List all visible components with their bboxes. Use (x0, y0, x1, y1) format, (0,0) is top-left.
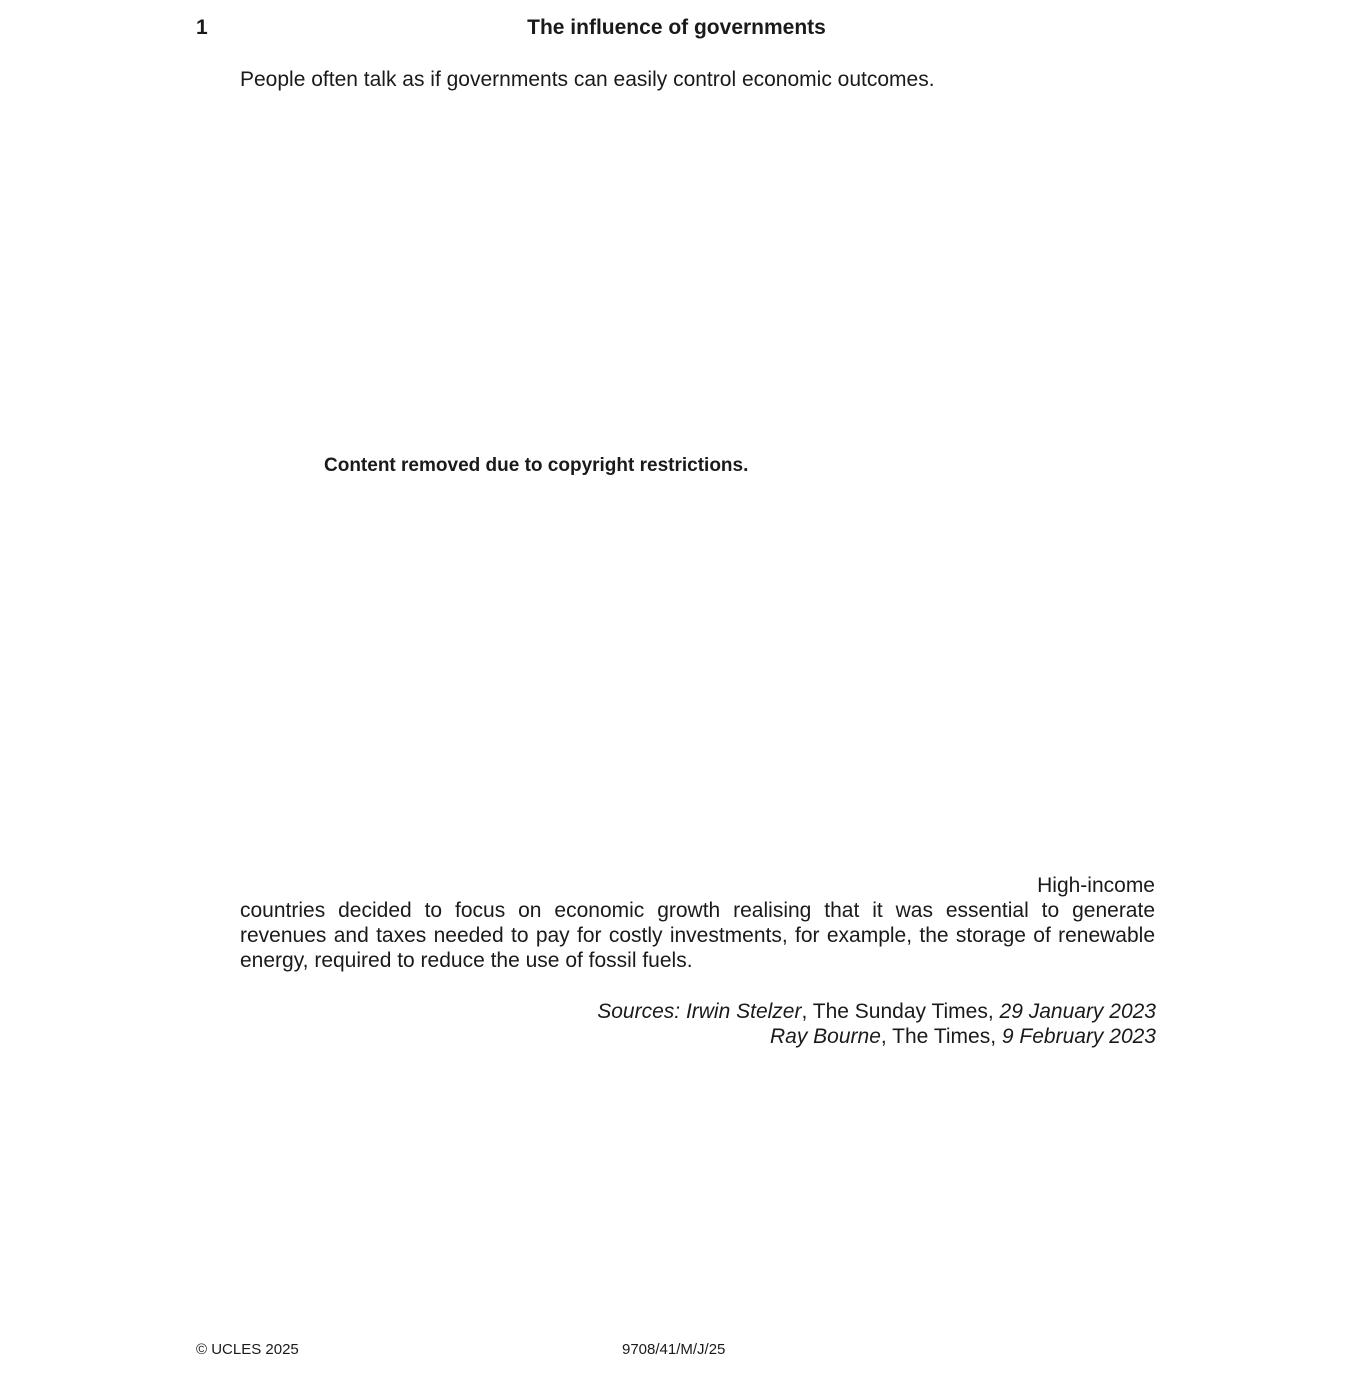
body-paragraph (240, 873, 1155, 973)
paragraph-first-line: High-income (1037, 874, 1155, 897)
sources-citation (240, 999, 1156, 1049)
source-2-date: 9 February 2023 (1001, 1025, 1156, 1048)
source-line-1 (240, 999, 1156, 1024)
footer-paper-code: 9708/41/M/J/25 (622, 1341, 726, 1358)
source-2-publication: , The Times, (880, 1025, 1002, 1048)
copyright-removed-notice: Content removed due to copyright restrictions. (324, 455, 749, 476)
section-title: The influence of governments (527, 16, 826, 39)
paragraph-text: countries decided to focus on economic growth realising that it was essential to generate revenues and taxes needed to pay for costly investments, for example, the storage of renewable energy, required to reduce the use of fossil fuels. (240, 899, 1155, 972)
source-1-label: Sources: Irwin Stelzer (597, 1000, 802, 1023)
intro-sentence: People often talk as if governments can easily control economic outcomes. (240, 68, 935, 91)
source-1-date: 29 January 2023 (999, 1000, 1156, 1023)
source-line-2 (240, 1024, 1156, 1049)
source-2-author: Ray Bourne (769, 1025, 881, 1048)
source-1-publication: , The Sunday Times, (801, 1000, 1000, 1023)
footer-copyright: © UCLES 2025 (196, 1341, 299, 1358)
question-number: 1 (196, 16, 208, 39)
